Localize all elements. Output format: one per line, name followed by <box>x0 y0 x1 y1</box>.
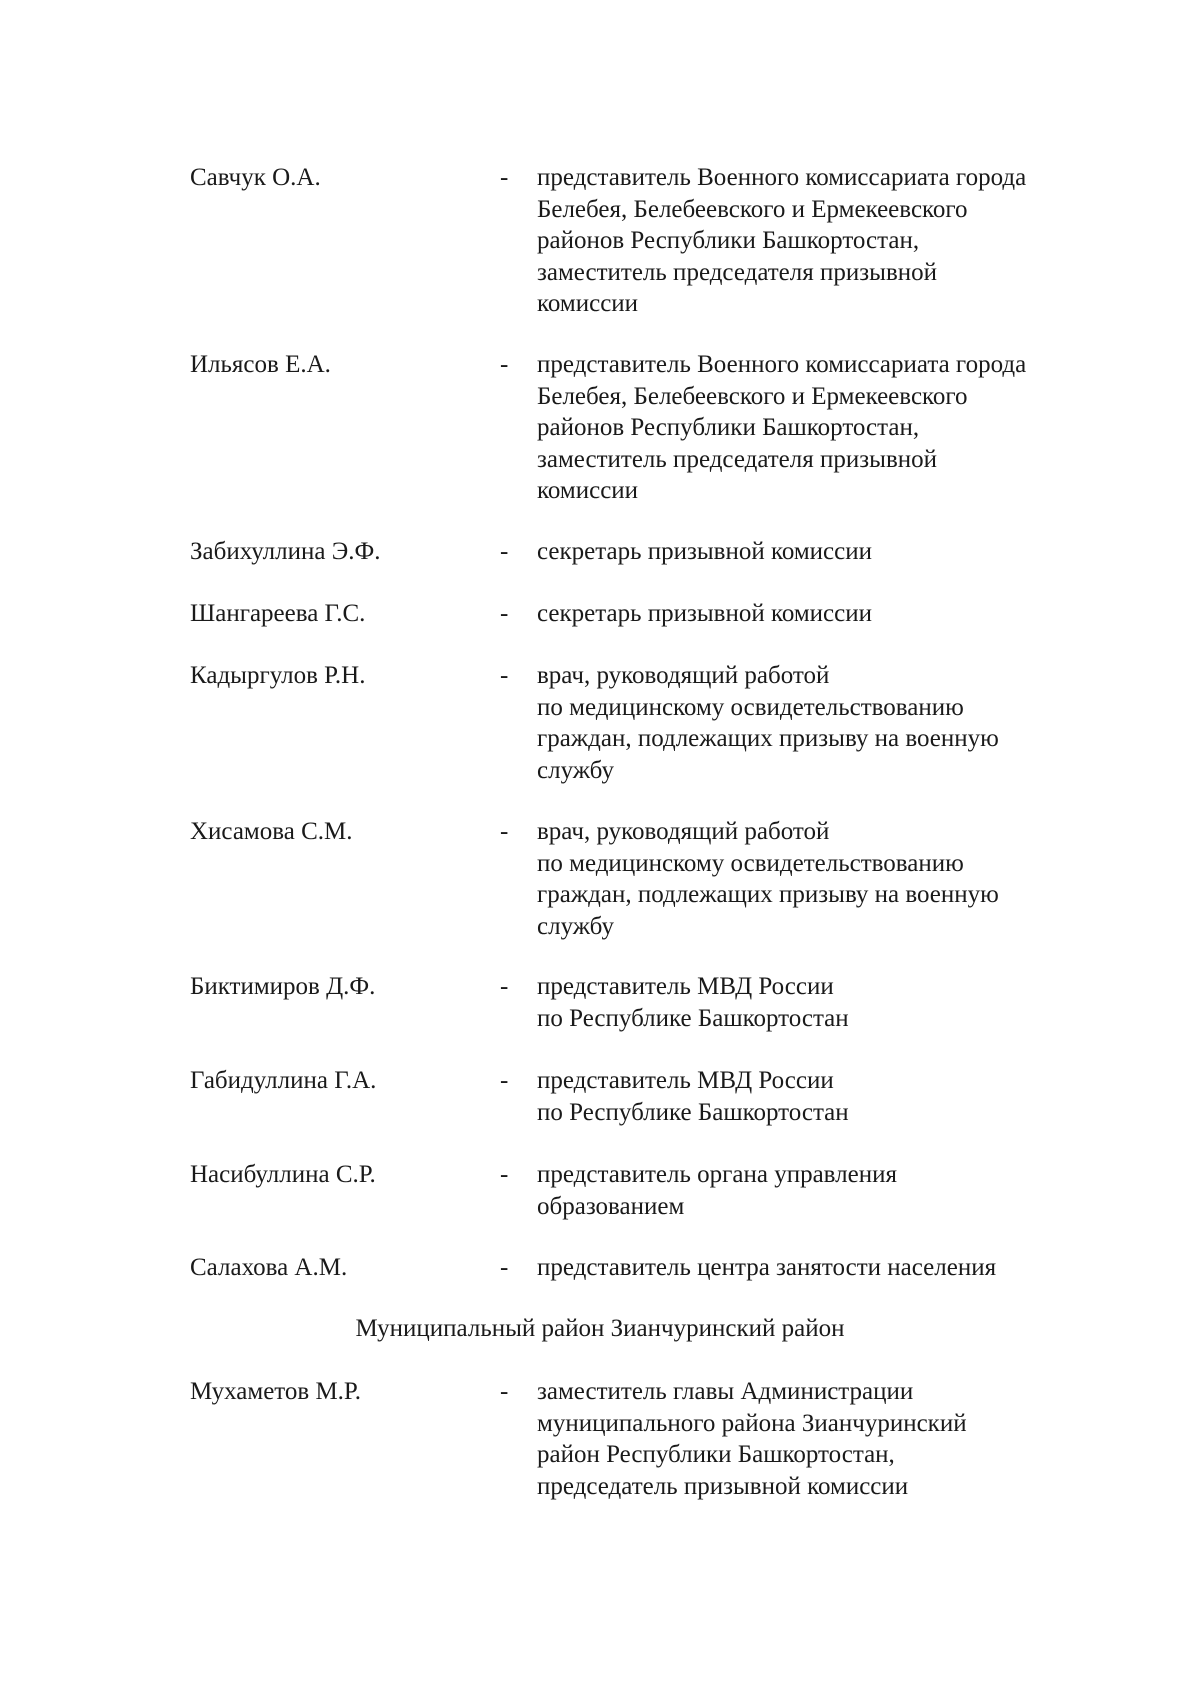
member-name: Насибуллина С.Р. <box>190 1161 376 1188</box>
member-name: Савчук О.А. <box>190 164 321 191</box>
member-dash: - <box>500 1067 509 1094</box>
member-role: представитель Военного комиссариата города Белебея, Белебеевского и Ермекеевского районов Республики Башкортостан, заместитель председателя призывной комиссии <box>537 351 1027 504</box>
member-role: секретарь призывной комиссии <box>537 600 873 627</box>
section-heading: Муниципальный район Зианчуринский район <box>355 1315 845 1342</box>
member-role: врач, руководящий работой по медицинскому освидетельствованию граждан, подлежащих призыву на военную службу <box>537 662 999 784</box>
member-dash: - <box>500 538 509 565</box>
member-name: Хисамова С.М. <box>190 818 353 845</box>
member-role: заместитель главы Администрации муниципального района Зианчуринский район Республики Башкортостан, председатель призывной комиссии <box>537 1378 967 1500</box>
member-name: Салахова А.М. <box>190 1254 348 1281</box>
member-dash: - <box>500 1161 509 1188</box>
member-dash: - <box>500 1378 509 1405</box>
member-dash: - <box>500 1254 509 1281</box>
member-name: Забихуллина Э.Ф. <box>190 538 381 565</box>
member-role: представитель Военного комиссариата города Белебея, Белебеевского и Ермекеевского районов Республики Башкортостан, заместитель председателя призывной комиссии <box>537 164 1027 317</box>
member-dash: - <box>500 600 509 627</box>
member-role: представитель органа управления образованием <box>537 1161 897 1220</box>
member-dash: - <box>500 164 509 191</box>
member-role: представитель МВД России по Республике Башкортостан <box>537 973 849 1032</box>
member-name: Ильясов Е.А. <box>190 351 331 378</box>
member-role: секретарь призывной комиссии <box>537 538 873 565</box>
member-name: Мухаметов М.Р. <box>190 1378 361 1405</box>
member-dash: - <box>500 818 509 845</box>
member-name: Биктимиров Д.Ф. <box>190 973 376 1000</box>
member-name: Шангареева Г.С. <box>190 600 366 627</box>
member-role: представитель центра занятости населения <box>537 1254 997 1281</box>
member-name: Кадыргулов Р.Н. <box>190 662 366 689</box>
member-dash: - <box>500 973 509 1000</box>
member-dash: - <box>500 662 509 689</box>
member-dash: - <box>500 351 509 378</box>
member-role: врач, руководящий работой по медицинскому освидетельствованию граждан, подлежащих призыву на военную службу <box>537 818 999 940</box>
member-name: Габидуллина Г.А. <box>190 1067 377 1094</box>
member-role: представитель МВД России по Республике Башкортостан <box>537 1067 849 1126</box>
